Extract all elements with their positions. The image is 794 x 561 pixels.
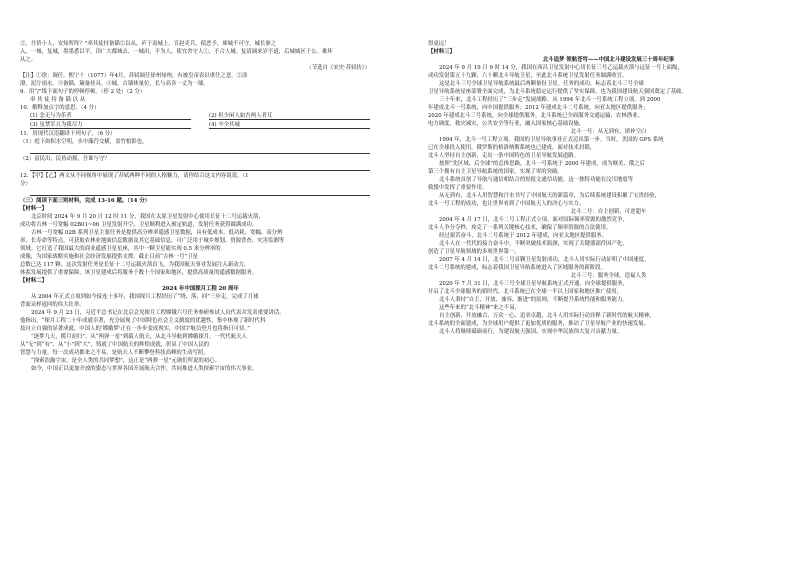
text-line: “逐梦九天，揽月而归”。从“两弹一星”到载人航天，从北斗导航到嫦娥探月，一代代航天人 bbox=[31, 334, 247, 340]
subsection-3-body bbox=[428, 280, 778, 336]
material-3-title: 【材料三】 bbox=[428, 49, 455, 55]
section-3-heading: （三）阅读下面三则材料，完成 13-16 题。（14 分） bbox=[20, 198, 151, 204]
text-line: 创造了卫星导航领域的多项世界第一。 bbox=[428, 249, 520, 255]
question-12-cont: 分） bbox=[20, 181, 31, 187]
text-line: 吉林一号宽幅 02B 系列卫星主要任务是提供高分辨率遥感卫星数据，具有低成本、低功耗、宽幅、高分辨 bbox=[31, 230, 283, 236]
question-10-items bbox=[20, 112, 370, 130]
text-line: 北斗人将继续砥砺前行，为建设航天强国、实现中华民族伟大复兴贡献力量。 bbox=[439, 329, 623, 335]
passage-intro bbox=[20, 40, 370, 64]
text-line: 背面采样返回的伟大壮举。 bbox=[20, 302, 85, 308]
text-line: 北斗人坚持自主创新，走出一条中国特色的卫星导航发展道路。 bbox=[428, 153, 579, 159]
text-line: 成像，为国家战略实施和社会经济发展提供支撑。截止目前“吉林一号”卫星 bbox=[20, 254, 199, 260]
answer-blank[interactable] bbox=[30, 121, 191, 129]
text-line: 2007 年 4 月 14 日，北斗二号首颗卫星发射成功，北斗人用实际行动证明了中国速度， bbox=[439, 257, 650, 263]
continued-text: 得更远！ bbox=[428, 41, 450, 47]
material-1-body bbox=[20, 213, 370, 277]
text-line: ②，吾侪小人，安知所终？”率其徒持备锸②以从，庐于南城上，宣赵吏兵，使恶予，庳城不可守，城长驱之 bbox=[20, 41, 277, 47]
text-line: 从无到有，北斗人用智慧和汗水书写了中国航天的新篇章，为后续系统建设积累了宝贵经验， bbox=[439, 193, 661, 199]
text-line: 从之。 bbox=[20, 57, 37, 63]
passage-source: （节选自《宋史·苏轼传》） bbox=[306, 65, 370, 71]
answer-blank[interactable] bbox=[209, 112, 370, 120]
text-line: 按照“先区域、后全球”的总体思路，北斗一号系统于 2000 年建成，成为继美、俄之后 bbox=[439, 161, 645, 167]
text-line: 总数已达 117 颗。这次发射任务是长征十二号运载火箭首飞，为我国航天事业发展注入新动力， bbox=[20, 262, 250, 268]
text-line: 从 2004 年正式立项到如今接连十多年，我国探月工程经历了“绕、落、回”三步走，完成了月球 bbox=[31, 294, 259, 300]
left-column bbox=[20, 40, 370, 373]
text-line: 已在全球投入使用，俄罗斯的格洛纳斯系统也已建成，面对技术封锁， bbox=[428, 145, 596, 151]
q10-item-4: (4) 卒全其城 bbox=[209, 122, 240, 128]
material-3-intro bbox=[428, 64, 778, 128]
material-2-heading: 2024 年中国探月工程 20 周年 bbox=[162, 286, 239, 292]
text-line: 三十年来，北斗工程经历了“三步走”发展战略。从 1994 年北斗一号系统工程立项，到 2000 bbox=[439, 97, 661, 103]
right-column bbox=[428, 40, 778, 336]
text-line: 北斗人秉持“自主、开放、兼容、渐进”的原则，不断提升系统性能和服务能力。 bbox=[439, 297, 628, 303]
text-line: 2020 年 7 月 31 日，北斗三号全球卫星导航系统正式开通。向全球提供服务， bbox=[439, 281, 628, 287]
question-10: 10．解释加点字的意思。（4 分） bbox=[20, 105, 100, 111]
text-line: 体系发展提供了重要保障，该卫星建成后将服务于数十个国家和地区，提供高质量的遥感数据服务。 bbox=[20, 270, 258, 276]
text-line: 北斗系统首创了导航与通信相结合的短报文通信功能，这一独特功能在汶川地震等 bbox=[439, 177, 634, 183]
text-line: 2024 年 9 月 19 日 9 时 14 分，我国在西昌卫星发射中心用长征三号乙运载火箭与远征一号上面级， bbox=[439, 65, 683, 71]
text-line: 技自立自强的显著成就，中国人的‘嫦娥梦’正在一步步变成现实，中国宇航员登月也将指日可待。” bbox=[20, 326, 250, 332]
text-line: 北斗人在一代代的接力奋斗中，不断突破技术瓶颈，实现了关键器部件国产化， bbox=[439, 241, 628, 247]
q10-item-1: (1) 念无与为乐者 bbox=[30, 113, 72, 119]
answer-blank[interactable] bbox=[30, 188, 370, 196]
text-line: 经过艰苦奋斗，北斗二号系统于 2012 年建成，向亚太地区提供服务。 bbox=[439, 233, 608, 239]
q10-item-2: (2) 但少闲人如吾两人者耳 bbox=[209, 113, 273, 119]
text-line: 1994 年，北斗一号工程立项。我国的卫星导航事业正式迈出第一步。当时，美国的 GPS 系统 bbox=[439, 137, 664, 143]
text-line: 领域。它打造了我国最大的商业遥感卫星星座，其中一颗卫星能实现 0.5 米分辨率的 bbox=[20, 246, 221, 252]
text-line: 他指出，“探月工程二十年成就卓著，充分展现了中国特色社会主义制度的优越性，集中体现了新时代科 bbox=[20, 318, 266, 324]
subsection-3-title: 北斗三号：服务全球，造福人类 bbox=[570, 273, 647, 279]
text-line: 成功发射第五十九颗、六十颗北斗导航卫星，至此北斗系统卫星发射任务圆满收官。 bbox=[428, 73, 628, 79]
question-11-2: （2）富民出，民皆动摇，吾谁与守？ bbox=[20, 156, 110, 162]
footnote-cont: 潦，泥泞雨水。③备锸，簸备挂具。④城，古墙体量位，长与高各一丈为一墙。 bbox=[20, 81, 209, 87]
material-3-heading: 北斗追梦 领航苍穹——中国北斗建设发展三十周年纪事 bbox=[542, 57, 675, 63]
text-line: 年建成北斗一号系统，向中国提供服务；2012 年建成北斗二号系统，向亚太地区提供服务； bbox=[428, 105, 649, 111]
text-line: 2020 年建成北斗三号系统，向全球提供服务，北斗系统已全面服务交通运输、农林渔业、 bbox=[428, 113, 643, 119]
question-9: 9．用“/”线下面句子的停顿停顿。（停 2 处）（2 分） bbox=[20, 89, 146, 95]
text-line: 卫星导航系统星座部署全面完成，为北斗系统稳定运行提供了坚实保障，也为我国建设航天强国奠定了基础。 bbox=[428, 89, 687, 95]
text-line: 这些年来的“北斗精神”来之不易， bbox=[439, 305, 520, 311]
text-line: 开启了北斗全球服务的新时代。北斗系统已在全球一半以上国家和地区推广使用， bbox=[428, 289, 623, 295]
subsection-1-body bbox=[428, 136, 778, 208]
answer-blank[interactable] bbox=[30, 163, 370, 171]
question-11: 11．用现代汉语翻译下列句子。（6 分） bbox=[20, 131, 116, 137]
answer-blank[interactable] bbox=[30, 112, 191, 120]
question-12: 12．【甲】【乙】两文从不同视角中展现了苏轼两种不同的人格魅力，请你结合这文内容说说。（1 bbox=[20, 173, 249, 179]
text-line: 从“无”到“有”、从“小”到“大”，铸就了中国航天的辉煌成就，彰显了中国人民的 bbox=[20, 342, 210, 348]
material-2-body bbox=[20, 293, 370, 373]
text-line: 北斗二号系统的建成，标志着我国卫星导航系统进入了区域服务的新阶段。 bbox=[428, 265, 606, 271]
text-line: 智慧与力量。每一次成功都来之不易，是航天人不断攀登科技高峰的生动写照。 bbox=[20, 350, 209, 356]
text-line: 自主创新、开放融合、万众一心、追求卓越，北斗人用实际行动诠释了新时代的航天精神， bbox=[439, 313, 655, 319]
text-line: 这是北斗三号全球卫星导航系统最后两颗备份卫星。任务的成功，标志着北斗三号全球 bbox=[439, 81, 644, 87]
q10-item-3: (3) 虽禁军且为我尽力 bbox=[30, 122, 83, 128]
text-line: 如今，中国正以更加开放的姿态与世界各国开展航天合作，共同推进人类探索宇宙的伟大事业。 bbox=[31, 366, 258, 372]
text-line: 电力调度、救灾减灾、公共安全等行业，融入国家核心基础设施。 bbox=[428, 121, 585, 127]
material-1-title: 【材料一】 bbox=[20, 206, 47, 212]
text-line: 北京时间 2024 年 9 月 20 日 12 时 11 分，我国在太原卫星发射中心使用长征十二号运载火箭， bbox=[31, 214, 264, 220]
answer-blank[interactable] bbox=[209, 121, 370, 129]
text-line: 2004 年 4 月 17 日，北斗二号工程正式立项。面对国际频率资源的激烈竞争， bbox=[439, 217, 628, 223]
text-line: 2024 年 9 月 23 日，习近平总书记在北京会见探月工程嫦娥六号任务参研参试人员代表并发表重要讲话。 bbox=[31, 310, 285, 316]
text-line: 救援中发挥了重要作用。 bbox=[428, 185, 488, 191]
text-line: 北斗系统的全面建成，为全球用户提供了更加优质的服务，推动了卫星导航产业的快速发展。 bbox=[428, 321, 650, 327]
text-line: 入，一城，复城，墨墨悉以平，田广大都城去，一城出，不为人，使宜舍守人①，不合人城。复请调来岁不道，后城城区于公。难坏 bbox=[20, 49, 333, 55]
subsection-2-body bbox=[428, 216, 778, 272]
answer-blank[interactable] bbox=[30, 146, 370, 154]
material-2-title: 【材料二】 bbox=[20, 278, 47, 284]
question-11-1: （1）庭下如积水空明，水中藻荇交横，盖竹柏影也。 bbox=[20, 139, 148, 145]
text-line: 成功将吉林一号宽幅 02B01~06 卫星发射升空，卫星顺利进入预定轨道，发射任务获得圆满成功。 bbox=[20, 222, 258, 228]
text-line: 北斗一号工程的成功，也让世界看到了中国航天人的决心与实力。 bbox=[428, 201, 585, 207]
text-line: “探索浩瀚宇宙，是全人类的共同梦想”，这正是“两弹一星”元勋们所说的初心。 bbox=[31, 358, 220, 364]
question-9-text: 率 其 徒 持 备 锸 以 从 bbox=[30, 97, 86, 103]
text-line: 北斗人争分夺秒，攻克了一系列关键核心技术，确保了频率资源的合法使用。 bbox=[428, 225, 612, 231]
footnote: 【注】①徐：调任。熙宁十（1077）年4月，苏轼调任徐州知州，有被皇帝表以重任之意。②涂 bbox=[20, 73, 248, 79]
text-line: 第三个拥有自主卫星导航系统的国家，实现了零的突破。 bbox=[428, 169, 563, 175]
subsection-1-title: 北斗一号：从无到有，填补空白 bbox=[570, 129, 647, 135]
subsection-2-title: 北斗二号：自主创新，可逆超车 bbox=[570, 209, 647, 215]
text-line: 率、长寿命等特点，可获取农林业地面信息数据及其它基础信息，可广泛用于城乡规划、资源普查、灾害监测等 bbox=[20, 238, 285, 244]
